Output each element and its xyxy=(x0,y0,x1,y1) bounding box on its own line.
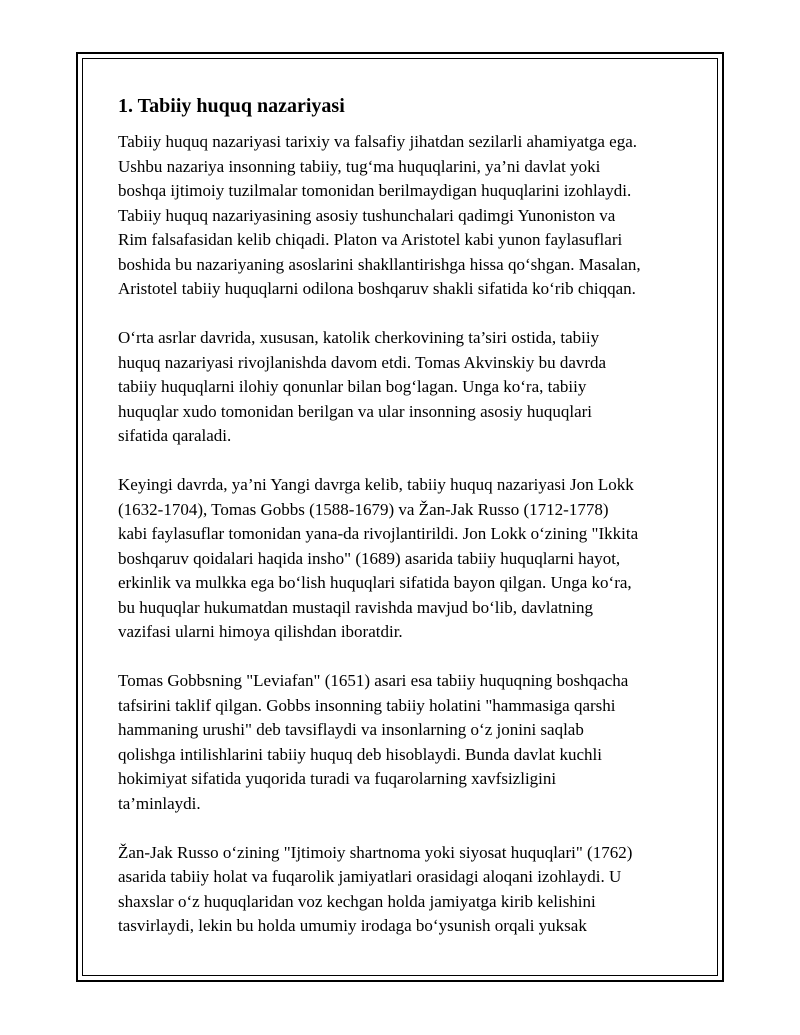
paragraph-line: shaxslar o‘z huquqlaridan voz kechgan holda jamiyatga kirib kelishini xyxy=(118,891,596,911)
paragraph-line: hammaning urushi" deb tavsiflaydi va insonlarning o‘z jonini saqlab xyxy=(118,720,584,739)
paragraph-line: asarida tabiiy holat va fuqarolik jamiyatlari orasidagi aloqani izohlaydi. U xyxy=(118,867,622,886)
paragraph-line: sifatida qaraladi. xyxy=(118,426,232,445)
paragraph-line: tafsirini taklif qilgan. Gobbs insonning tabiiy holatini "hammasiga qarshi xyxy=(118,695,616,715)
paragraph-line: bu huquqlar hukumatdan mustaqil ravishda mavjud bo‘lib, davlatning xyxy=(118,597,593,617)
paragraph-line: huquqlar xudo tomonidan berilgan va ular insonning asosiy huquqlari xyxy=(118,401,593,421)
paragraph-line: ta’minlaydi. xyxy=(118,793,201,813)
paragraph-line: erkinlik va mulkka ega bo‘lish huquqlari sifatida bayon qilgan. Unga ko‘ra, xyxy=(118,573,632,592)
paragraph-line: O‘rta asrlar davrida, xususan, katolik cherkovining ta’siri ostida, tabiiy xyxy=(118,328,600,347)
paragraph-line: Rim falsafasidan kelib chiqadi. Platon va Aristotel kabi yunon faylasuflari xyxy=(118,230,623,249)
paragraph-line: Tomas Gobbsning "Leviafan" (1651) asari esa tabiiy huquqning boshqacha xyxy=(118,671,629,690)
paragraph-line: Tabiiy huquq nazariyasining asosiy tushunchalari qadimgi Yunoniston va xyxy=(118,205,616,225)
paragraph-line: qolishga intilishlarini tabiiy huquq deb hisoblaydi. Bunda davlat kuchli xyxy=(118,744,602,764)
paragraph-line: vazifasi ularni himoya qilishdan iboratdir. xyxy=(118,622,403,641)
section-title: 1. Tabiiy huquq nazariyasi xyxy=(118,95,345,117)
paragraph-line: (1632-1704), Tomas Gobbs (1588-1679) va Žan-Jak Russo (1712-1778) xyxy=(118,499,609,519)
document-body xyxy=(118,92,698,963)
paragraph-line: kabi faylasuflar tomonidan yana-da rivojlantirildi. Jon Lokk o‘zining "Ikkita xyxy=(118,524,639,543)
paragraph-line: boshqa ijtimoiy tuzilmalar tomonidan berilmaydigan huquqlarini izohlaydi. xyxy=(118,181,632,200)
paragraph-line: Aristotel tabiiy huquqlarni odilona boshqaruv shakli sifatida ko‘rib chiqqan. xyxy=(118,279,636,298)
paragraph-line: hokimiyat sifatida yuqorida turadi va fuqarolarning xavfsizligini xyxy=(118,769,557,788)
paragraph-line: boshida bu nazariyaning asoslarini shakllantirishga hissa qo‘shgan. Masalan, xyxy=(118,254,641,274)
paragraph-line: Ushbu nazariya insonning tabiiy, tug‘ma huquqlarini, ya’ni davlat yoki xyxy=(118,156,601,176)
paragraph-line: Žan-Jak Russo o‘zining "Ijtimoiy shartnoma yoki siyosat huquqlari" (1762) xyxy=(118,842,633,862)
paragraph-line: Tabiiy huquq nazariyasi tarixiy va falsafiy jihatdan sezilarli ahamiyatga ega. xyxy=(118,132,637,151)
paragraph-line: Keyingi davrda, ya’ni Yangi davrga kelib, tabiiy huquq nazariyasi Jon Lokk xyxy=(118,475,634,494)
paragraph-3 xyxy=(118,473,698,645)
paragraph-line: huquq nazariyasi rivojlanishda davom etdi. Tomas Akvinskiy bu davrda xyxy=(118,352,607,372)
paragraph-5 xyxy=(118,841,698,939)
paragraph-line: boshqaruv qoidalari haqida insho" (1689) asarida tabiiy huquqlarni hayot, xyxy=(118,548,621,568)
paragraph-line: tasvirlaydi, lekin bu holda umumiy irodaga bo‘ysunish orqali yuksak xyxy=(118,916,587,935)
paragraph-2 xyxy=(118,326,698,449)
paragraph-1 xyxy=(118,130,698,302)
paragraph-line: tabiiy huquqlarni ilohiy qonunlar bilan bog‘lagan. Unga ko‘ra, tabiiy xyxy=(118,377,587,396)
paragraph-4 xyxy=(118,669,698,816)
